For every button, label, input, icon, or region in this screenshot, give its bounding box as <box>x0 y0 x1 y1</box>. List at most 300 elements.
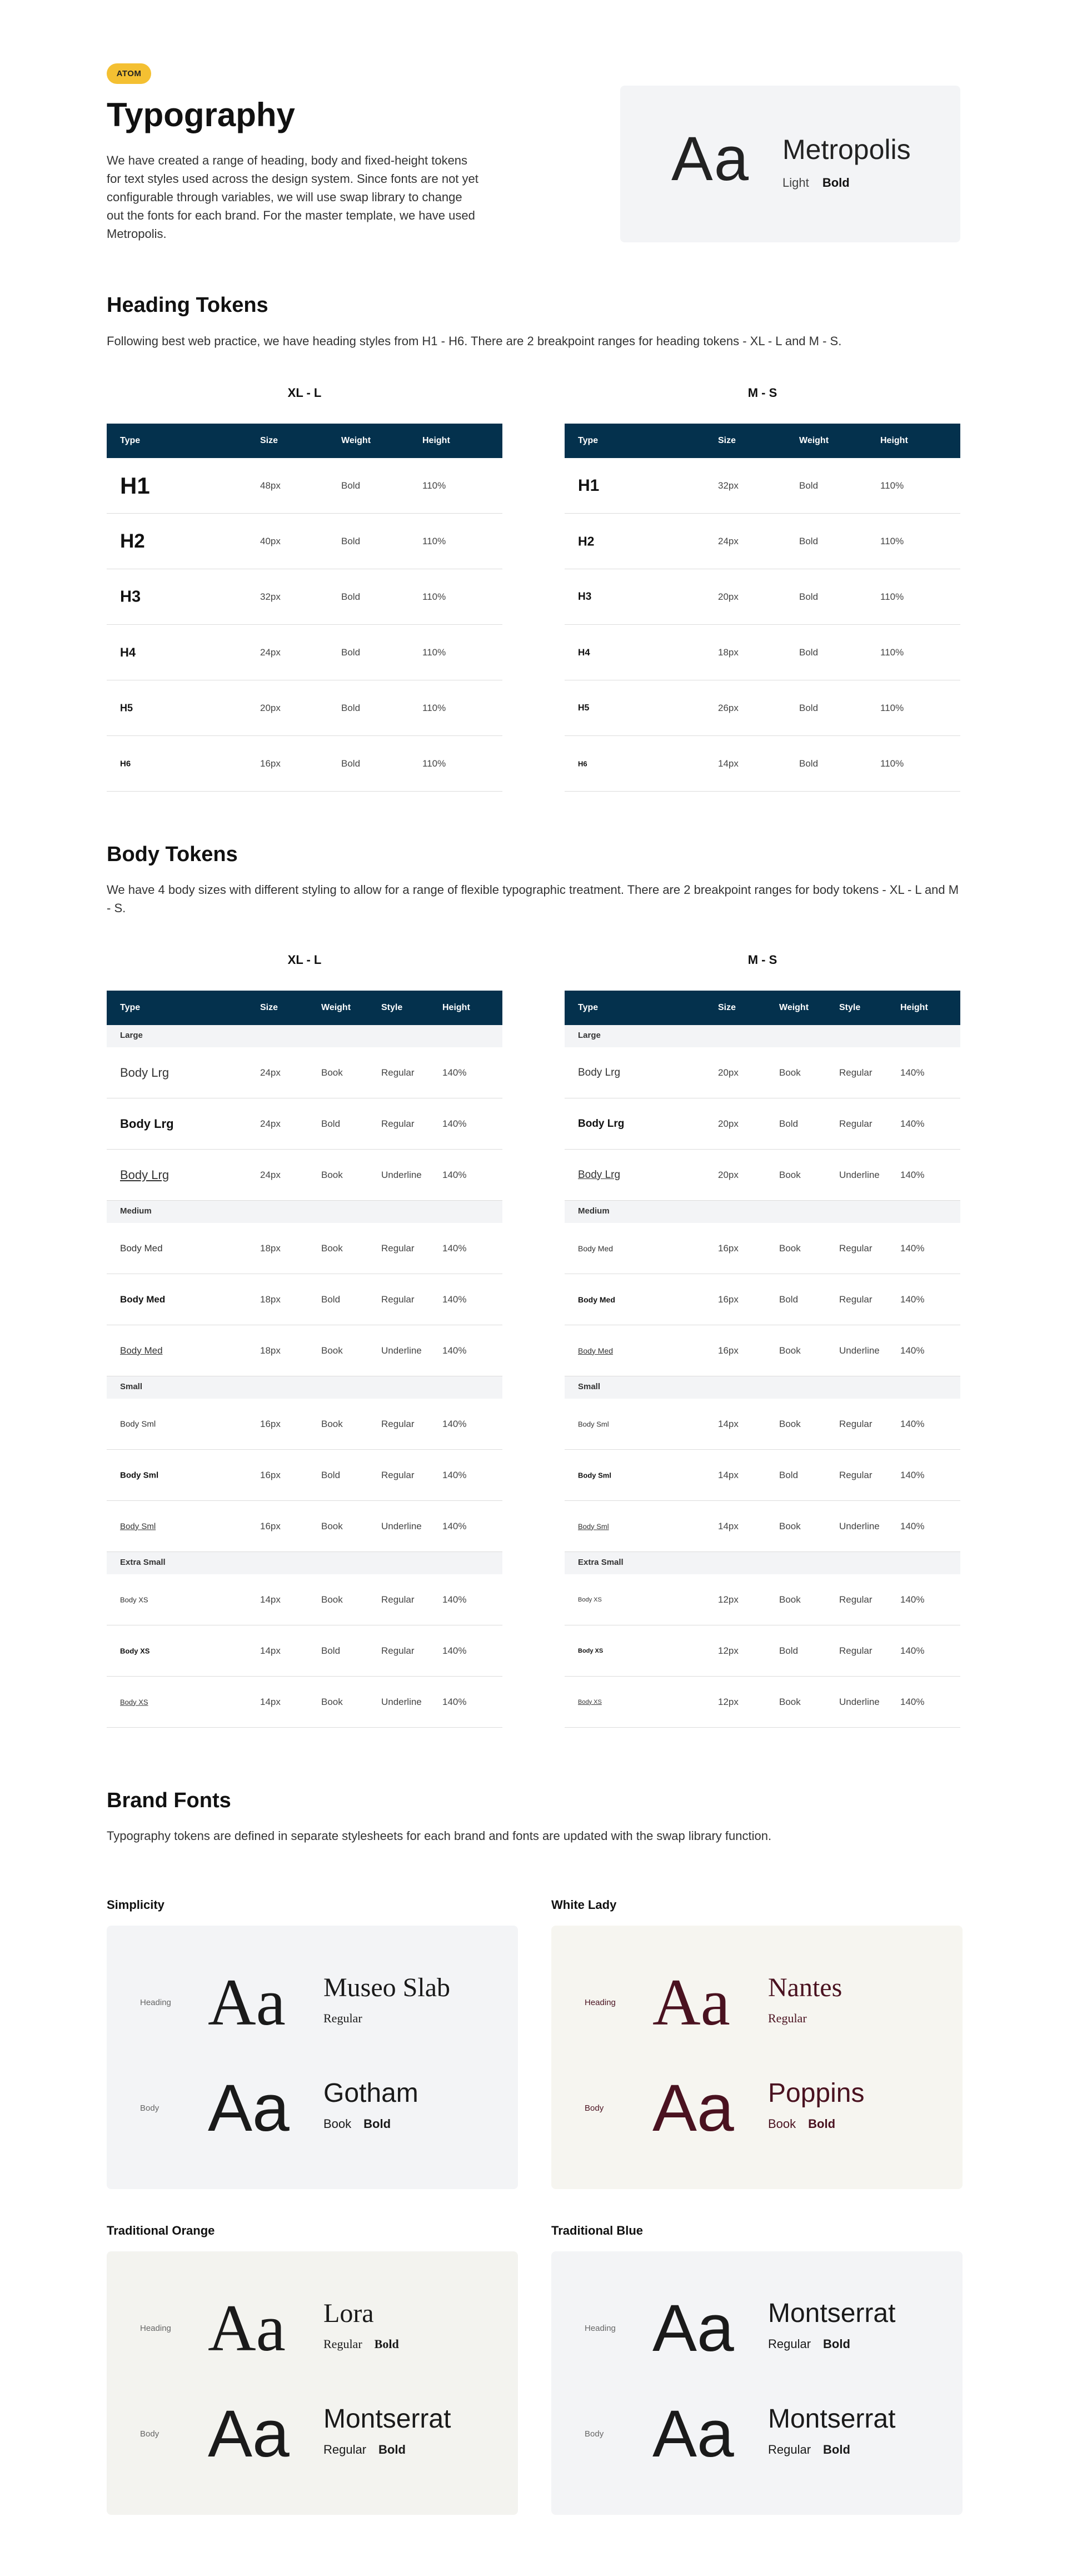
table-row <box>565 680 960 736</box>
row-type: H2 <box>578 534 595 548</box>
weight-bold: Bold <box>823 2337 850 2351</box>
row-height: 110% <box>422 703 446 713</box>
body-font-weights <box>323 2443 406 2457</box>
column-header-height: Height <box>442 1003 470 1012</box>
weight-bold: Bold <box>822 176 850 190</box>
row-type: Body XS <box>578 1596 602 1603</box>
brand-title-traditional-orange: Traditional Orange <box>107 2224 215 2237</box>
heading-tokens-title: Heading Tokens <box>107 294 268 317</box>
row-weight: Book <box>321 1594 343 1605</box>
row-size: 12px <box>718 1594 739 1605</box>
row-type: Body Sml <box>578 1522 609 1530</box>
brand-card-traditional-orange <box>107 2251 518 2515</box>
group-label: Large <box>578 1031 601 1040</box>
row-size: 20px <box>718 1067 739 1078</box>
table-row <box>107 1399 502 1450</box>
row-weight: Book <box>321 1170 343 1180</box>
row-type: H1 <box>578 476 600 495</box>
heading-font-weights <box>323 2337 399 2351</box>
table-row <box>565 736 960 792</box>
column-header-size: Size <box>260 1003 278 1012</box>
row-weight: Bold <box>779 1645 799 1656</box>
table-row <box>107 1325 502 1376</box>
group-label: Large <box>120 1031 143 1040</box>
row-weight: Bold <box>321 1470 341 1480</box>
group-label-row <box>565 1025 960 1047</box>
row-weight: Bold <box>341 647 361 658</box>
heading-table-xl-l <box>107 424 502 792</box>
heading-xl-l-label: XL - L <box>287 386 322 400</box>
column-header-weight: Weight <box>799 436 829 445</box>
body-font-weights <box>323 2117 391 2131</box>
row-type: H4 <box>578 647 590 658</box>
body-font-name: Poppins <box>768 2078 865 2108</box>
row-size: 32px <box>718 480 739 491</box>
brand-title-traditional-blue: Traditional Blue <box>551 2224 644 2237</box>
row-height: 110% <box>422 480 446 491</box>
group-label: Small <box>578 1382 601 1391</box>
row-type: Body Med <box>578 1295 615 1304</box>
group-label-row <box>565 1552 960 1574</box>
row-weight: Bold <box>341 703 361 713</box>
row-style: Regular <box>839 1294 872 1305</box>
row-style: Regular <box>381 1594 415 1605</box>
row-type: H6 <box>578 759 587 768</box>
body-tokens-title: Body Tokens <box>107 843 238 866</box>
weight-regular: Regular <box>323 2337 362 2351</box>
heading-role-label: Heading <box>140 2324 171 2333</box>
row-type: Body Sml <box>120 1419 156 1429</box>
row-weight: Book <box>321 1419 343 1429</box>
row-size: 14px <box>718 1419 739 1429</box>
table-row <box>107 1677 502 1728</box>
heading-m-s-label: M - S <box>747 386 777 400</box>
row-weight: Bold <box>341 758 361 769</box>
row-weight: Book <box>321 1067 343 1078</box>
row-weight: Book <box>779 1345 801 1356</box>
row-type: Body Lrg <box>578 1168 621 1181</box>
row-height: 110% <box>880 647 904 658</box>
heading-aa-sample: Aa <box>652 2291 734 2365</box>
group-label-row <box>107 1552 502 1574</box>
row-style: Regular <box>381 1419 415 1429</box>
row-type: Body Lrg <box>578 1066 621 1078</box>
weight-bold: Bold <box>363 2117 391 2131</box>
row-size: 14px <box>718 1470 739 1480</box>
row-height: 110% <box>880 591 904 602</box>
table-row <box>107 680 502 736</box>
brand-fonts-title: Brand Fonts <box>107 1789 231 1812</box>
row-size: 20px <box>718 591 739 602</box>
row-height: 140% <box>442 1470 467 1480</box>
group-label: Medium <box>578 1206 610 1216</box>
weight-bold: Bold <box>808 2117 836 2131</box>
row-height: 110% <box>880 703 904 713</box>
table-header <box>565 991 960 1025</box>
column-header-height: Height <box>422 436 450 445</box>
row-style: Regular <box>839 1118 872 1129</box>
row-height: 140% <box>442 1243 467 1254</box>
body-font-name: Montserrat <box>323 2404 451 2434</box>
row-style: Regular <box>839 1594 872 1605</box>
row-type: Body Sml <box>578 1471 611 1479</box>
row-weight: Bold <box>799 703 819 713</box>
row-weight: Book <box>779 1697 801 1707</box>
group-label: Extra Small <box>578 1558 624 1567</box>
weight-regular: Book <box>768 2117 796 2131</box>
row-size: 32px <box>260 591 281 602</box>
row-style: Regular <box>381 1067 415 1078</box>
table-row <box>107 1625 502 1677</box>
metropolis-aa-sample: Aa <box>671 124 750 193</box>
table-row <box>565 458 960 514</box>
column-header-style: Style <box>381 1003 403 1012</box>
row-weight: Bold <box>321 1118 341 1129</box>
table-row <box>565 1098 960 1150</box>
row-style: Regular <box>839 1243 872 1254</box>
heading-font-weights <box>768 2337 850 2351</box>
row-type: H4 <box>120 645 136 659</box>
row-height: 110% <box>422 647 446 658</box>
row-weight: Bold <box>341 536 361 546</box>
table-row <box>565 1450 960 1501</box>
row-type: Body Lrg <box>120 1167 169 1182</box>
row-size: 18px <box>260 1294 281 1305</box>
row-style: Regular <box>381 1294 415 1305</box>
table-header <box>107 991 502 1025</box>
row-weight: Bold <box>779 1118 799 1129</box>
row-type: Body Sml <box>120 1521 156 1531</box>
body-aa-sample: Aa <box>208 2071 290 2145</box>
brand-card-traditional-blue <box>551 2251 963 2515</box>
row-height: 140% <box>442 1067 467 1078</box>
row-weight: Bold <box>341 591 361 602</box>
row-height: 110% <box>880 536 904 546</box>
table-row <box>565 514 960 569</box>
row-size: 24px <box>718 536 739 546</box>
group-label: Extra Small <box>120 1558 166 1567</box>
row-weight: Book <box>779 1067 801 1078</box>
column-header-style: Style <box>839 1003 861 1012</box>
table-header <box>565 424 960 458</box>
row-height: 110% <box>422 758 446 769</box>
group-label: Small <box>120 1382 143 1391</box>
row-size: 20px <box>718 1118 739 1129</box>
row-height: 140% <box>900 1067 925 1078</box>
row-size: 16px <box>260 1419 281 1429</box>
row-height: 140% <box>442 1521 467 1531</box>
row-height: 110% <box>880 480 904 491</box>
atom-badge: ATOM <box>107 63 151 84</box>
weight-bold: Bold <box>378 2443 406 2456</box>
row-height: 140% <box>442 1170 467 1180</box>
row-weight: Bold <box>779 1294 799 1305</box>
row-weight: Bold <box>799 536 819 546</box>
row-type: Body Lrg <box>578 1117 625 1130</box>
row-size: 20px <box>718 1170 739 1180</box>
body-font-weights <box>768 2117 835 2131</box>
intro-description: We have created a range of heading, body and fixed-height tokens for text styles used across the design system. Since fonts are not yet configurable through variables, we will use swap library to change out the fonts for each brand. For the master template, we have used Metropolis. <box>107 153 478 241</box>
body-aa-sample: Aa <box>652 2071 734 2145</box>
heading-aa-sample: Aa <box>652 1965 730 2039</box>
row-weight: Bold <box>799 647 819 658</box>
table-row <box>565 1677 960 1728</box>
heading-table-m-s <box>565 424 960 792</box>
weight-regular: Regular <box>768 2443 811 2456</box>
row-type: Body XS <box>578 1698 602 1705</box>
weight-regular: Regular <box>768 2337 811 2351</box>
row-size: 48px <box>260 480 281 491</box>
row-style: Underline <box>381 1345 422 1356</box>
row-height: 140% <box>442 1594 467 1605</box>
column-header-size: Size <box>718 436 736 445</box>
row-size: 18px <box>260 1243 281 1254</box>
table-row <box>107 514 502 569</box>
row-height: 140% <box>442 1118 467 1129</box>
row-height: 110% <box>422 536 446 546</box>
row-type: Body Med <box>578 1346 614 1355</box>
row-type: H3 <box>120 588 141 605</box>
heading-font-weights <box>323 2011 362 2026</box>
metropolis-sample-card <box>620 86 960 242</box>
row-type: Body XS <box>578 1647 604 1654</box>
row-style: Underline <box>381 1521 422 1531</box>
table-row <box>107 625 502 680</box>
body-role-label: Body <box>140 2429 159 2439</box>
table-row <box>107 1150 502 1201</box>
row-style: Underline <box>839 1345 880 1356</box>
table-row <box>565 1223 960 1274</box>
row-weight: Book <box>779 1419 801 1429</box>
row-weight: Bold <box>799 758 819 769</box>
row-type: H2 <box>120 530 145 552</box>
row-size: 16px <box>718 1243 739 1254</box>
body-font-weights <box>768 2443 850 2457</box>
row-weight: Book <box>321 1345 343 1356</box>
table-row <box>107 736 502 792</box>
heading-font-name: Museo Slab <box>323 1973 450 2002</box>
row-size: 12px <box>718 1645 739 1656</box>
column-header-weight: Weight <box>321 1003 351 1012</box>
row-style: Regular <box>381 1470 415 1480</box>
row-height: 110% <box>422 591 446 602</box>
row-size: 40px <box>260 536 281 546</box>
table-row <box>107 569 502 625</box>
row-height: 140% <box>900 1697 925 1707</box>
row-height: 140% <box>442 1419 467 1429</box>
body-role-label: Body <box>585 2103 604 2113</box>
body-font-name: Gotham <box>323 2078 418 2108</box>
row-style: Underline <box>381 1170 422 1180</box>
table-row <box>565 569 960 625</box>
body-role-label: Body <box>140 2103 159 2113</box>
row-weight: Book <box>321 1521 343 1531</box>
row-type: Body Med <box>120 1242 163 1254</box>
row-size: 24px <box>260 1067 281 1078</box>
row-style: Regular <box>839 1419 872 1429</box>
weight-regular: Regular <box>768 2011 807 2025</box>
row-size: 24px <box>260 1118 281 1129</box>
row-height: 140% <box>442 1345 467 1356</box>
row-height: 140% <box>900 1170 925 1180</box>
heading-aa-sample: Aa <box>208 2291 286 2365</box>
row-type: Body Med <box>578 1244 614 1253</box>
row-height: 140% <box>900 1521 925 1531</box>
heading-font-name: Lora <box>323 2299 374 2328</box>
row-style: Regular <box>381 1118 415 1129</box>
row-size: 16px <box>260 1470 281 1480</box>
body-role-label: Body <box>585 2429 604 2439</box>
brand-fonts-description: Typography tokens are defined in separate stylesheets for each brand and fonts are updated with the swap library function. <box>107 1829 772 1843</box>
row-weight: Bold <box>321 1294 341 1305</box>
row-weight: Book <box>779 1243 801 1254</box>
row-weight: Book <box>779 1521 801 1531</box>
weight-light: Light <box>782 176 809 190</box>
table-row <box>565 1501 960 1552</box>
heading-font-weights <box>768 2011 807 2026</box>
column-header-type: Type <box>578 436 599 445</box>
brand-title-white-lady: White Lady <box>551 1898 617 1912</box>
row-type: Body XS <box>120 1647 150 1655</box>
row-size: 14px <box>718 1521 739 1531</box>
table-row <box>107 458 502 514</box>
row-style: Regular <box>381 1645 415 1656</box>
table-header <box>107 424 502 458</box>
heading-font-name: Montserrat <box>768 2299 896 2328</box>
row-size: 16px <box>718 1294 739 1305</box>
row-size: 14px <box>718 758 739 769</box>
weight-regular: Regular <box>323 2443 367 2456</box>
heading-aa-sample: Aa <box>208 1965 286 2039</box>
row-type: Body XS <box>120 1595 148 1604</box>
row-style: Underline <box>839 1170 880 1180</box>
row-weight: Book <box>321 1697 343 1707</box>
body-m-s-label: M - S <box>747 953 777 967</box>
row-weight: Bold <box>779 1470 799 1480</box>
row-size: 14px <box>260 1594 281 1605</box>
page-title: Typography <box>107 96 295 133</box>
column-header-size: Size <box>718 1003 736 1012</box>
row-height: 140% <box>900 1345 925 1356</box>
row-size: 24px <box>260 1170 281 1180</box>
group-label-row <box>107 1201 502 1223</box>
table-row <box>565 1399 960 1450</box>
row-style: Underline <box>381 1697 422 1707</box>
column-header-height: Height <box>900 1003 928 1012</box>
column-header-weight: Weight <box>779 1003 809 1012</box>
row-size: 18px <box>260 1345 281 1356</box>
row-style: Underline <box>839 1697 880 1707</box>
row-type: H5 <box>120 702 133 713</box>
table-row <box>107 1501 502 1552</box>
row-type: Body Med <box>120 1294 166 1305</box>
row-size: 14px <box>260 1697 281 1707</box>
row-size: 12px <box>718 1697 739 1707</box>
row-style: Regular <box>839 1470 872 1480</box>
column-header-type: Type <box>578 1003 599 1012</box>
brand-title-simplicity: Simplicity <box>107 1898 164 1912</box>
row-height: 140% <box>442 1294 467 1305</box>
heading-role-label: Heading <box>585 2324 616 2333</box>
row-height: 140% <box>900 1470 925 1480</box>
weight-bold: Bold <box>374 2337 399 2351</box>
weight-regular: Regular <box>323 2011 362 2025</box>
row-height: 140% <box>900 1294 925 1305</box>
row-size: 24px <box>260 647 281 658</box>
row-type: H3 <box>578 590 592 603</box>
heading-role-label: Heading <box>585 1998 616 2007</box>
row-size: 16px <box>718 1345 739 1356</box>
row-style: Regular <box>839 1645 872 1656</box>
row-height: 140% <box>900 1645 925 1656</box>
heading-role-label: Heading <box>140 1998 171 2007</box>
group-label: Medium <box>120 1206 152 1216</box>
row-weight: Bold <box>321 1645 341 1656</box>
row-weight: Bold <box>799 480 819 491</box>
table-row <box>107 1574 502 1625</box>
row-size: 26px <box>718 703 739 713</box>
row-weight: Bold <box>341 480 361 491</box>
column-header-size: Size <box>260 436 278 445</box>
row-height: 140% <box>442 1645 467 1656</box>
row-style: Regular <box>381 1243 415 1254</box>
row-size: 16px <box>260 758 281 769</box>
row-type: Body Sml <box>578 1420 609 1428</box>
table-row <box>565 1574 960 1625</box>
table-row <box>107 1274 502 1325</box>
row-height: 140% <box>442 1697 467 1707</box>
body-aa-sample: Aa <box>652 2396 734 2471</box>
column-header-height: Height <box>880 436 908 445</box>
table-row <box>565 1047 960 1098</box>
row-type: Body Lrg <box>120 1116 174 1131</box>
group-label-row <box>107 1376 502 1399</box>
row-size: 14px <box>260 1645 281 1656</box>
row-type: H5 <box>578 703 590 713</box>
table-row <box>107 1098 502 1150</box>
row-height: 140% <box>900 1594 925 1605</box>
row-style: Underline <box>839 1521 880 1531</box>
row-size: 20px <box>260 703 281 713</box>
table-row <box>107 1450 502 1501</box>
row-type: Body Lrg <box>120 1065 169 1080</box>
row-height: 140% <box>900 1118 925 1129</box>
table-row <box>565 1274 960 1325</box>
body-tokens-description: We have 4 body sizes with different styling to allow for a range of flexible typographic treatment. There are 2 breakpoint ranges for body tokens - XL - L and M - S. <box>107 883 959 915</box>
row-type: H1 <box>120 472 150 499</box>
body-table-m-s <box>565 991 960 1728</box>
table-row <box>107 1047 502 1098</box>
body-aa-sample: Aa <box>208 2396 290 2471</box>
column-header-weight: Weight <box>341 436 371 445</box>
row-height: 140% <box>900 1419 925 1429</box>
row-height: 110% <box>880 758 904 769</box>
table-row <box>565 1325 960 1376</box>
row-weight: Book <box>321 1243 343 1254</box>
row-size: 18px <box>718 647 739 658</box>
column-header-type: Type <box>120 436 141 445</box>
table-row <box>107 1223 502 1274</box>
table-row <box>565 1150 960 1201</box>
metropolis-font-name: Metropolis <box>782 134 911 165</box>
row-type: Body XS <box>120 1698 148 1706</box>
table-row <box>565 625 960 680</box>
row-type: Body Med <box>120 1345 163 1356</box>
table-row <box>565 1625 960 1677</box>
group-label-row <box>107 1025 502 1047</box>
brand-card-white-lady <box>551 1926 963 2189</box>
row-type: H6 <box>120 759 131 768</box>
